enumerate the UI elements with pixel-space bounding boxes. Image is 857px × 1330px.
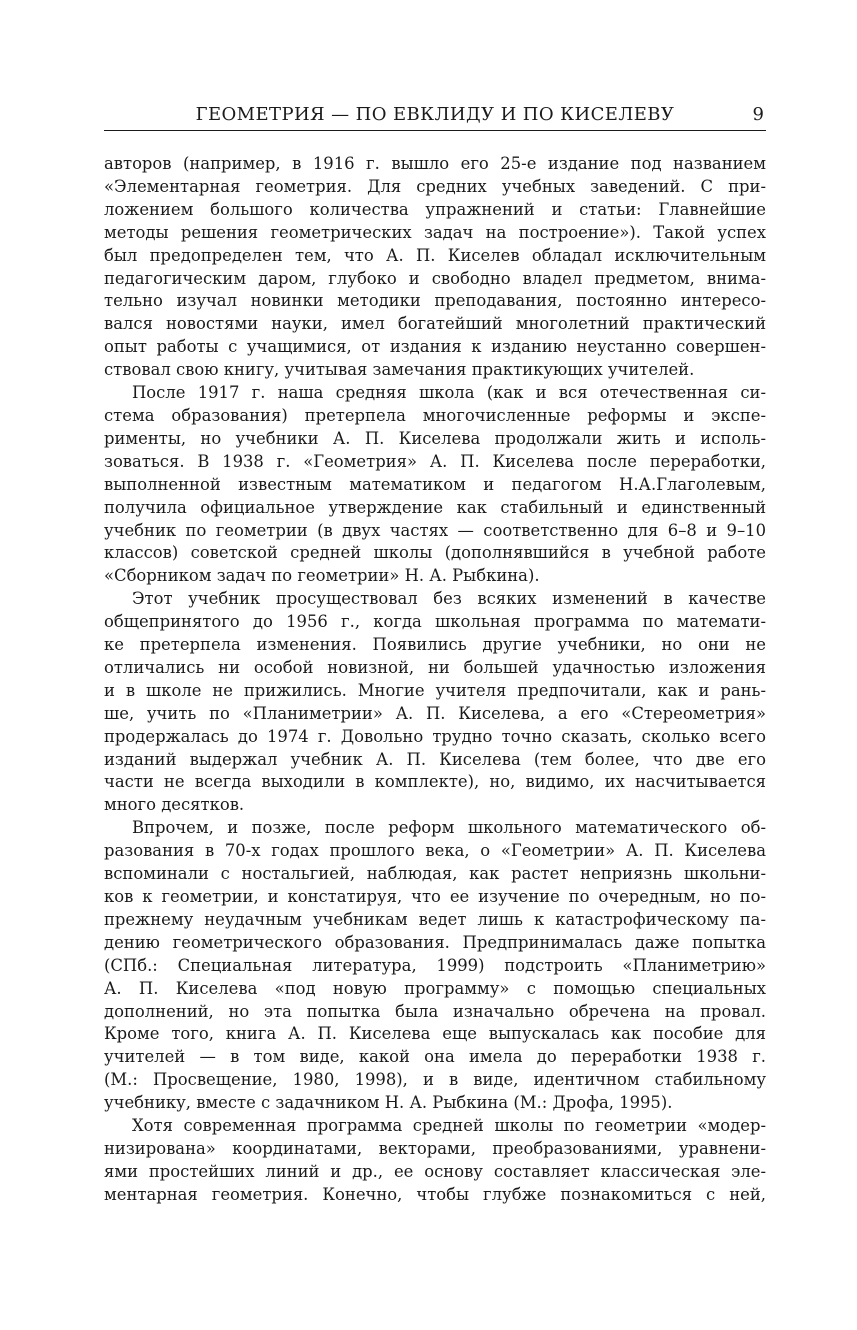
text-line: А. П. Киселева «под новую программу» с помощью специальных xyxy=(104,978,766,998)
text-line: (М.: Просвещение, 1980, 1998), и в виде, идентичном стабильному xyxy=(104,1070,766,1090)
paragraph xyxy=(104,588,766,817)
text-line: классов) советской средней школы (дополнявшийся в учебной работе xyxy=(104,543,766,563)
text-line: тельно изучал новинки методики преподавания, постоянно интересо- xyxy=(104,291,766,311)
text-line: части не всегда выходили в комплекте), но, видимо, их насчитывается xyxy=(104,772,766,792)
text-line: ями простейших линий и др., ее основу составляет классическая эле- xyxy=(104,1161,766,1181)
text-line: дению геометрического образования. Предпринималась даже попытка xyxy=(104,932,766,952)
text-line: учебнику, вместе с задачником Н. А. Рыбкина (М.: Дрофа, 1995). xyxy=(104,1093,673,1113)
paragraph xyxy=(104,382,766,588)
text-line: Этот учебник просуществовал без всяких изменений в качестве xyxy=(132,589,766,609)
text-line: ке претерпела изменения. Появились другие учебники, но они не xyxy=(104,635,766,655)
text-line: и в школе не прижились. Многие учителя предпочитали, как и рань- xyxy=(104,680,766,700)
text-line: педагогическим даром, глубоко и свободно владел предметом, внима- xyxy=(104,268,766,288)
text-line: низирована» координатами, векторами, преобразованиями, уравнени- xyxy=(104,1138,766,1158)
text-line: После 1917 г. наша средняя школа (как и вся отечественная си- xyxy=(132,383,766,403)
paragraph xyxy=(104,153,766,382)
text-line: получила официальное утверждение как стабильный и единственный xyxy=(104,497,766,517)
body-text xyxy=(104,153,766,1207)
text-line: общепринятого до 1956 г., когда школьная программа по математи- xyxy=(104,612,766,632)
text-line: Кроме того, книга А. П. Киселева еще выпускалась как пособие для xyxy=(104,1024,766,1044)
text-line: был предопределен тем, что А. П. Киселев обладал исключительным xyxy=(104,245,766,265)
text-line: опыт работы с учащимися, от издания к изданию неустанно совершен- xyxy=(104,337,766,357)
text-line: стема образования) претерпела многочисленные реформы и экспе- xyxy=(104,405,766,425)
text-line: прежнему неудачным учебникам ведет лишь к катастрофическому па- xyxy=(104,909,766,929)
text-line: «Сборником задач по геометрии» Н. А. Рыбкина). xyxy=(104,566,540,586)
text-line: методы решения геометрических задач на построение»). Такой успех xyxy=(104,222,766,242)
text-line: зоваться. В 1938 г. «Геометрия» А. П. Киселева после переработки, xyxy=(104,451,766,471)
text-line: Хотя современная программа средней школы по геометрии «модер- xyxy=(132,1116,766,1136)
text-line: дополнений, но эта попытка была изначально обречена на провал. xyxy=(104,1001,766,1021)
text-line: выполненной известным математиком и педагогом Н.А.Глаголевым, xyxy=(104,474,766,494)
text-line: продержалась до 1974 г. Довольно трудно точно сказать, сколько всего xyxy=(104,726,766,746)
paragraph xyxy=(104,817,766,1115)
text-line: ков к геометрии, и констатируя, что ее изучение по очередным, но по- xyxy=(104,887,766,906)
text-line: «Элементарная геометрия. Для средних учебных заведений. С при- xyxy=(104,176,766,196)
text-line: авторов (например, в 1916 г. вышло его 25-е издание под названием xyxy=(104,154,766,173)
text-line: учителей — в том виде, какой она имела до переработки 1938 г. xyxy=(104,1047,766,1067)
text-line: ложением большого количества упражнений и статьи: Главнейшие xyxy=(104,199,766,219)
running-head xyxy=(104,100,766,131)
text-line: ментарная геометрия. Конечно, чтобы глубже познакомиться с ней, xyxy=(104,1184,766,1204)
text-line: Впрочем, и позже, после реформ школьного математического об- xyxy=(132,818,766,838)
book-page xyxy=(104,100,766,1207)
text-line: изданий выдержал учебник А. П. Киселева (тем более, что две его xyxy=(104,749,766,769)
page-number: 9 xyxy=(752,104,764,125)
text-line: много десятков. xyxy=(104,795,245,815)
text-line: ше, учить по «Планиметрии» А. П. Киселева, а его «Стереометрия» xyxy=(104,703,766,723)
text-line: разования в 70-х годах прошлого века, о «Геометрии» А. П. Киселева xyxy=(104,841,766,861)
running-title: ГЕОМЕТРИЯ — ПО ЕВКЛИДУ И ПО КИСЕЛЕВУ xyxy=(195,104,675,125)
text-line: учебник по геометрии (в двух частях — соответственно для 6–8 и 9–10 xyxy=(104,520,766,540)
text-line: (СПб.: Специальная литература, 1999) подстроить «Планиметрию» xyxy=(104,955,766,975)
text-line: отличались ни особой новизной, ни большей удачностью изложения xyxy=(104,657,766,677)
text-line: вспоминали с ностальгией, наблюдая, как растет неприязнь школьни- xyxy=(104,864,766,884)
text-line: вался новостями науки, имел богатейший многолетний практический xyxy=(104,314,766,334)
text-line: ствовал свою книгу, учитывая замечания практикующих учителей. xyxy=(104,360,695,380)
paragraph xyxy=(104,1115,766,1207)
text-line: рименты, но учебники А. П. Киселева продолжали жить и исполь- xyxy=(104,428,766,448)
